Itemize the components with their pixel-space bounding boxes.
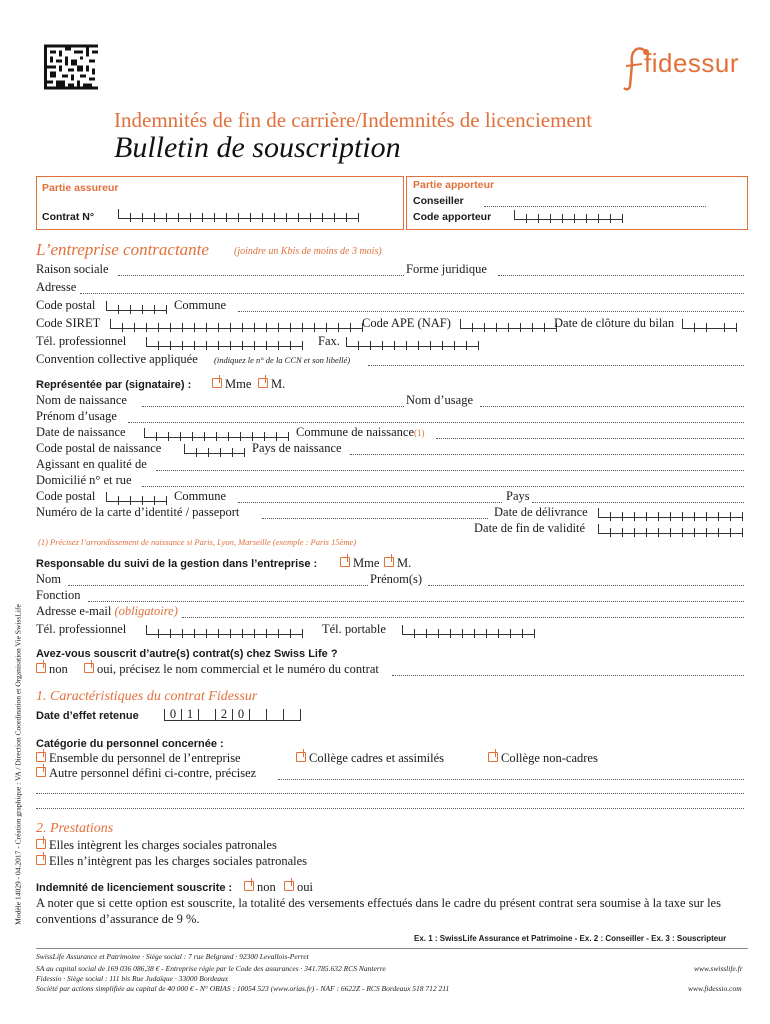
checkbox-icon: [340, 557, 350, 567]
resp-prenom-label: Prénom(s): [370, 572, 423, 586]
fax-field[interactable]: [346, 337, 479, 347]
qualite-field[interactable]: [156, 459, 744, 471]
checkbox-icon: [84, 663, 94, 673]
prest-integrent-option[interactable]: Elles intègrent les charges sociales patronales: [36, 838, 277, 853]
resp-m-option[interactable]: [384, 556, 411, 571]
portable-field[interactable]: [402, 625, 535, 635]
page-subtitle: Indemnités de fin de carrière/Indemnités de licenciement: [114, 108, 593, 132]
checkbox-icon: [488, 752, 498, 762]
fonction-label: Fonction: [36, 588, 81, 602]
date-effet-label: Date d’effet retenue: [36, 710, 139, 722]
indemnite-label: Indemnité de licenciement souscrite :: [36, 882, 233, 894]
commune-field[interactable]: [238, 300, 744, 312]
footer-line-4: Société par actions simplifiée au capital de 40 000 € - N° ORIAS : 10054 523 (www.orias.fr) - NAF : 6622Z - RCS Bordeaux 518 712 211: [36, 984, 450, 993]
nom-naissance-field[interactable]: [142, 395, 404, 407]
checkbox-icon: [244, 881, 254, 891]
cat-autre-field-3[interactable]: [36, 797, 744, 809]
autres-oui-label: oui, précisez le nom commercial et le numéro du contrat: [97, 662, 379, 676]
autres-non-option[interactable]: [36, 662, 68, 677]
validite-label: Date de fin de validité: [474, 521, 586, 535]
email-field[interactable]: [182, 606, 744, 618]
footer-line-1: SwissLife Assurance et Patrimoine · Siège social : 7 rue Belgrand · 92300 Levallois-Perret: [36, 952, 309, 961]
cat-autre-field-2[interactable]: [36, 782, 744, 794]
side-credit: Modèle 14029 - 04.2017 - Création graphique : VA / Direction Coordination et Organisation Vie SwissLife: [13, 604, 23, 925]
section2-title: 2. Prestations: [36, 821, 114, 836]
checkbox-icon: [36, 839, 46, 849]
conseiller-label: Conseiller: [413, 195, 464, 207]
nom-usage-field[interactable]: [480, 395, 744, 407]
raison-sociale-label: Raison sociale: [36, 262, 109, 276]
prenom-field[interactable]: [128, 411, 744, 423]
cloture-label: Date de clôture du bilan: [554, 316, 675, 330]
footnote: (1) Précisez l’arrondissement de naissance si Paris, Lyon, Marseille (exemple : Paris 15ème): [38, 537, 357, 547]
fonction-field[interactable]: [88, 590, 744, 602]
nom-usage-label: Nom d’usage: [406, 393, 473, 407]
rep-m-label: M.: [271, 377, 286, 391]
tel-label: Tél. professionnel: [36, 334, 127, 348]
siret-field[interactable]: [110, 319, 363, 329]
prenom-label: Prénom d’usage: [36, 409, 117, 423]
resp-tel-label: Tél. professionnel: [36, 622, 127, 636]
qualite-label: Agissant en qualité de: [36, 457, 147, 471]
cloture-field[interactable]: [682, 319, 737, 329]
date-naissance-label: Date de naissance: [36, 425, 126, 439]
adresse-field[interactable]: [80, 282, 744, 294]
resp-mme-label: Mme: [353, 556, 380, 570]
checkbox-icon: [258, 378, 268, 388]
resp-mme-option[interactable]: [340, 556, 379, 571]
cat-noncadres-option[interactable]: Collège non-cadres: [488, 751, 598, 766]
autres-non-label: non: [49, 662, 68, 676]
carte-label: Numéro de la carte d’identité / passeport: [36, 505, 240, 519]
code-apporteur-label: Code apporteur: [413, 211, 492, 223]
responsable-title: Responsable du suivi de la gestion dans l’entreprise :: [36, 558, 318, 570]
commune-naissance-label: Commune de naissance(1): [296, 425, 425, 439]
tel-field[interactable]: [146, 337, 303, 347]
checkbox-icon: [36, 855, 46, 865]
rep-cp-label: Code postal: [36, 489, 96, 503]
indemnite-note: A noter que si cette option est souscrite, la totalité des versements effectués dans le cadre du présent contrat sera soumise à la taxe sur les conventions d’assurance de 9 %.: [36, 896, 721, 926]
page-title: Bulletin de souscription: [114, 131, 401, 164]
autres-field[interactable]: [392, 664, 744, 676]
delivrance-field[interactable]: [598, 508, 743, 518]
code-postal-label: Code postal: [36, 298, 96, 312]
checkbox-icon: [284, 881, 294, 891]
fidessio-url[interactable]: www.fidessio.com: [688, 984, 742, 993]
code-postal-field[interactable]: [106, 301, 167, 311]
entreprise-title: L’entreprise contractante: [36, 240, 209, 259]
exemplaires: Ex. 1 : SwissLife Assurance et Patrimoine - Ex. 2 : Conseiller - Ex. 3 : Souscripteur: [414, 934, 727, 943]
contrat-number-field[interactable]: [118, 209, 359, 219]
autres-question: Avez-vous souscrit d’autre(s) contrat(s) chez Swiss Life ?: [36, 648, 338, 660]
rep-mme-option[interactable]: [212, 377, 251, 392]
date-naissance-field[interactable]: [144, 428, 289, 438]
resp-m-label: M.: [397, 556, 412, 570]
categorie-label: Catégorie du personnel concernée :: [36, 738, 224, 750]
validite-field[interactable]: [598, 524, 743, 534]
convention-label: Convention collective appliquée: [36, 352, 198, 366]
portable-label: Tél. portable: [322, 622, 386, 636]
domicile-field[interactable]: [142, 475, 744, 487]
section1-title: 1. Caractéristiques du contrat Fidessur: [36, 689, 258, 704]
ape-field[interactable]: [460, 319, 557, 329]
apporteur-label: Partie apporteur: [413, 179, 495, 191]
adresse-label: Adresse: [36, 280, 77, 294]
checkbox-icon: [384, 557, 394, 567]
cp-naissance-field[interactable]: [184, 444, 245, 454]
conseiller-field[interactable]: [484, 195, 706, 207]
fax-label: Fax.: [318, 334, 340, 348]
checkbox-icon: [212, 378, 222, 388]
raison-sociale-field[interactable]: [118, 264, 404, 276]
indemnite-non-option[interactable]: non: [244, 880, 276, 895]
nom-naissance-label: Nom de naissance: [36, 393, 127, 407]
rep-cp-field[interactable]: [106, 492, 167, 502]
swisslife-url[interactable]: www.swisslife.fr: [694, 964, 743, 973]
domicile-label: Domicilié n° et rue: [36, 473, 132, 487]
siret-label: Code SIRET: [36, 316, 101, 330]
autres-oui-option[interactable]: [84, 662, 379, 677]
cp-naissance-label: Code postal de naissance: [36, 441, 162, 455]
entreprise-note: (joindre un Kbis de moins de 3 mois): [234, 246, 382, 257]
rep-pays-label: Pays: [506, 489, 530, 503]
cat-cadres-option[interactable]: Collège cadres et assimilés: [296, 751, 444, 766]
indemnite-oui-option[interactable]: oui: [284, 880, 313, 895]
rep-pays-field[interactable]: [532, 491, 744, 503]
resp-tel-field[interactable]: [146, 625, 303, 635]
checkbox-icon: [296, 752, 306, 762]
convention-field[interactable]: [368, 354, 744, 366]
qr-code: [44, 44, 98, 90]
commune-label: Commune: [174, 298, 227, 312]
representant-title: Représentée par (signataire) :: [36, 379, 192, 391]
convention-note: (indiquez le n° de la CCN et son libellé): [214, 355, 351, 365]
rep-m-option[interactable]: [258, 377, 285, 392]
cat-ensemble-option[interactable]: Ensemble du personnel de l’entreprise: [36, 751, 241, 766]
footer-line-2: SA au capital social de 169 036 086,38 € - Entreprise régie par le Code des assurances · 341.785.632 RCS Nanterre: [36, 964, 386, 973]
delivrance-label: Date de délivrance: [494, 505, 588, 519]
commune-naissance-field[interactable]: [436, 427, 744, 439]
resp-nom-label: Nom: [36, 572, 61, 586]
checkbox-icon: [36, 752, 46, 762]
forme-juridique-field[interactable]: [498, 264, 744, 276]
rep-commune-field[interactable]: [238, 491, 502, 503]
ape-label: Code APE (NAF): [362, 316, 451, 330]
checkbox-icon: [36, 767, 46, 777]
prest-nintegrent-option[interactable]: Elles n’intègrent pas les charges sociales patronales: [36, 854, 307, 869]
rep-commune-label: Commune: [174, 489, 227, 503]
rep-mme-label: Mme: [225, 377, 252, 391]
email-label: Adresse e-mail (obligatoire): [36, 604, 178, 618]
code-apporteur-field[interactable]: [514, 210, 623, 220]
pays-naissance-field[interactable]: [350, 443, 744, 455]
forme-juridique-label: Forme juridique: [406, 262, 487, 276]
contrat-label: Contrat N°: [42, 211, 95, 223]
pays-naissance-label: Pays de naissance: [252, 441, 342, 455]
resp-nom-field[interactable]: [68, 574, 368, 586]
cat-autre-field[interactable]: [278, 768, 744, 780]
date-effet-field[interactable]: 0 1 2 0: [164, 709, 301, 721]
assureur-label: Partie assureur: [42, 182, 119, 194]
footer-divider: [36, 948, 748, 949]
cat-autre-option[interactable]: Autre personnel défini ci-contre, précisez: [36, 766, 256, 781]
footer-line-3: Fidessio · Siège social : 111 bis Rue Judaïque · 33000 Bordeaux: [36, 974, 229, 983]
carte-field[interactable]: [262, 507, 488, 519]
resp-prenom-field[interactable]: [428, 574, 744, 586]
checkbox-icon: [36, 663, 46, 673]
logo-text: fidessur: [644, 48, 740, 78]
